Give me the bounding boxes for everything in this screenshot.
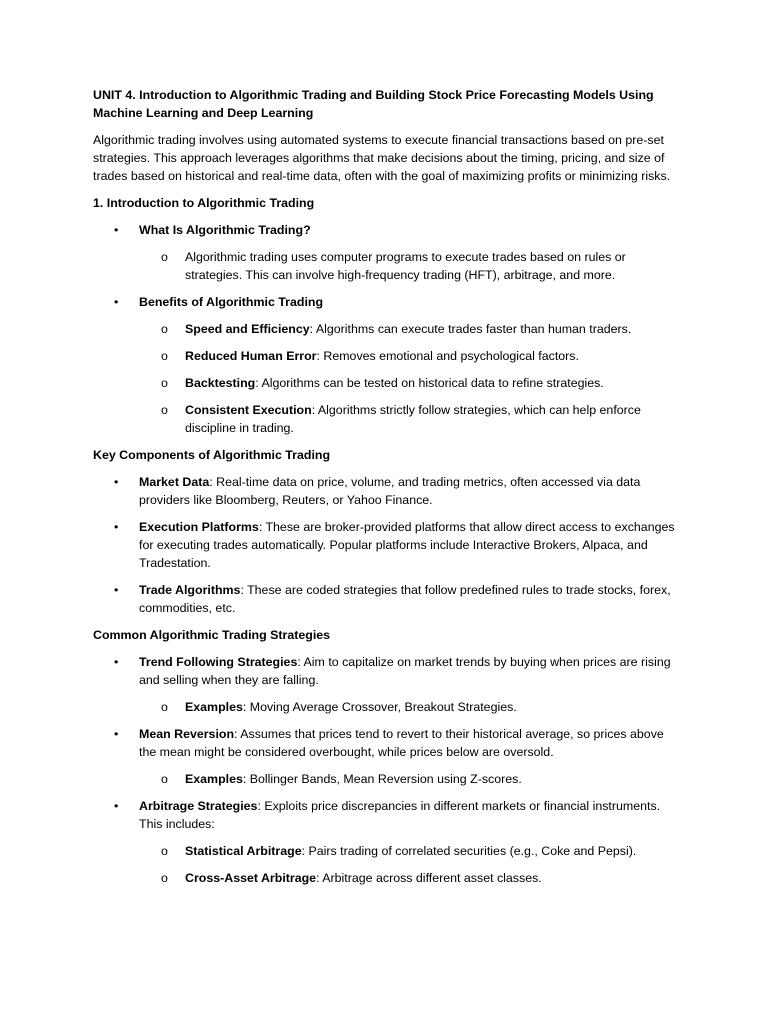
item-text: : Algorithms can be tested on historical data to refine strategies. — [255, 376, 604, 390]
item-text: : These are broker-provided platforms that allow direct access to exchanges for executing trades automatically. Popular platforms include Interactive Brokers, Alpaca, and Tradestation. — [139, 520, 675, 570]
section-heading: Common Algorithmic Trading Strategies — [93, 628, 331, 642]
list-item — [93, 653, 678, 689]
sub-list-item — [93, 320, 678, 338]
intro-paragraph: Algorithmic trading involves using automated systems to execute financial transactions based on pre-set strategies. This approach leverages algorithms that make decisions about the timing, pricing, and size of trades based on historical and real-time data, often with the goal of maximizing profits or minimizing risks. — [93, 133, 671, 183]
item-term: Market Data — [139, 475, 210, 489]
item-term: Consistent Execution — [185, 403, 312, 417]
sub-list-item — [93, 347, 678, 365]
bullet-icon: • — [114, 655, 119, 669]
item-text: : Algorithms can execute trades faster than human traders. — [309, 322, 632, 336]
bullet-icon: • — [114, 475, 119, 489]
item-text: : Removes emotional and psychological factors. — [316, 349, 579, 363]
item-term: Trend Following Strategies — [139, 655, 298, 669]
sub-bullet-icon: o — [161, 250, 168, 264]
sub-list-item — [93, 770, 678, 788]
item-term: Cross-Asset Arbitrage — [185, 871, 317, 885]
section-heading: Key Components of Algorithmic Trading — [93, 448, 331, 462]
list-item — [93, 518, 678, 572]
sub-bullet-icon: o — [161, 376, 168, 390]
sub-bullet-icon: o — [161, 772, 168, 786]
bullet-icon: • — [114, 520, 119, 534]
item-text: Algorithmic trading uses computer programs to execute trades based on rules or strategies. This can involve high-frequency trading (HFT), arbitrage, and more. — [185, 250, 626, 282]
list-item — [93, 797, 678, 833]
item-term: Examples — [185, 772, 243, 786]
sub-list-item — [93, 248, 678, 284]
item-term: Mean Reversion — [139, 727, 235, 741]
item-term: Examples — [185, 700, 243, 714]
sub-bullet-icon: o — [161, 844, 168, 858]
item-term: Trade Algorithms — [139, 583, 241, 597]
item-term: Reduced Human Error — [185, 349, 317, 363]
list-item — [93, 221, 678, 239]
sub-bullet-icon: o — [161, 349, 168, 363]
sub-bullet-icon: o — [161, 403, 168, 417]
item-text: : Assumes that prices tend to revert to their historical average, so prices above the mean might be considered overbought, while prices below are oversold. — [139, 727, 664, 759]
item-title: What Is Algorithmic Trading? — [139, 223, 311, 237]
item-term: Execution Platforms — [139, 520, 259, 534]
sub-list-item — [93, 374, 678, 392]
bullet-icon: • — [114, 583, 119, 597]
list-item — [93, 473, 678, 509]
bullet-icon: • — [114, 223, 119, 237]
sub-list-item — [93, 842, 678, 860]
item-text: : Real-time data on price, volume, and trading metrics, often accessed via data providers like Bloomberg, Reuters, or Yahoo Finance. — [139, 475, 641, 507]
sub-bullet-icon: o — [161, 871, 168, 885]
sub-list-item — [93, 869, 678, 887]
item-text: : Arbitrage across different asset classes. — [316, 871, 542, 885]
bullet-icon: • — [114, 727, 119, 741]
sub-list-item — [93, 698, 678, 716]
sub-list-item — [93, 401, 678, 437]
item-text: : Exploits price discrepancies in different markets or financial instruments. This includes: — [139, 799, 661, 831]
item-text: : Aim to capitalize on market trends by buying when prices are rising and selling when they are falling. — [139, 655, 671, 687]
section-heading: 1. Introduction to Algorithmic Trading — [93, 196, 315, 210]
item-term: Statistical Arbitrage — [185, 844, 302, 858]
item-title: Benefits of Algorithmic Trading — [139, 295, 324, 309]
bullet-icon: • — [114, 799, 119, 813]
item-text: : These are coded strategies that follow predefined rules to trade stocks, forex, commodities, etc. — [139, 583, 671, 615]
item-term: Speed and Efficiency — [185, 322, 310, 336]
sub-bullet-icon: o — [161, 700, 168, 714]
item-text: : Moving Average Crossover, Breakout Strategies. — [242, 700, 517, 714]
item-text: : Algorithms strictly follow strategies, which can help enforce discipline in trading. — [185, 403, 641, 435]
item-term: Backtesting — [185, 376, 256, 390]
sub-bullet-icon: o — [161, 322, 168, 336]
item-text: : Pairs trading of correlated securities (e.g., Coke and Pepsi). — [301, 844, 637, 858]
list-item — [93, 725, 678, 761]
item-text: : Bollinger Bands, Mean Reversion using Z-scores. — [242, 772, 522, 786]
bullet-icon: • — [114, 295, 119, 309]
item-term: Arbitrage Strategies — [139, 799, 258, 813]
list-item — [93, 581, 678, 617]
list-item — [93, 293, 678, 311]
document-body — [93, 86, 678, 896]
document-title: UNIT 4. Introduction to Algorithmic Trading and Building Stock Price Forecasting Models Using Machine Learning and Deep Learning — [93, 88, 654, 120]
